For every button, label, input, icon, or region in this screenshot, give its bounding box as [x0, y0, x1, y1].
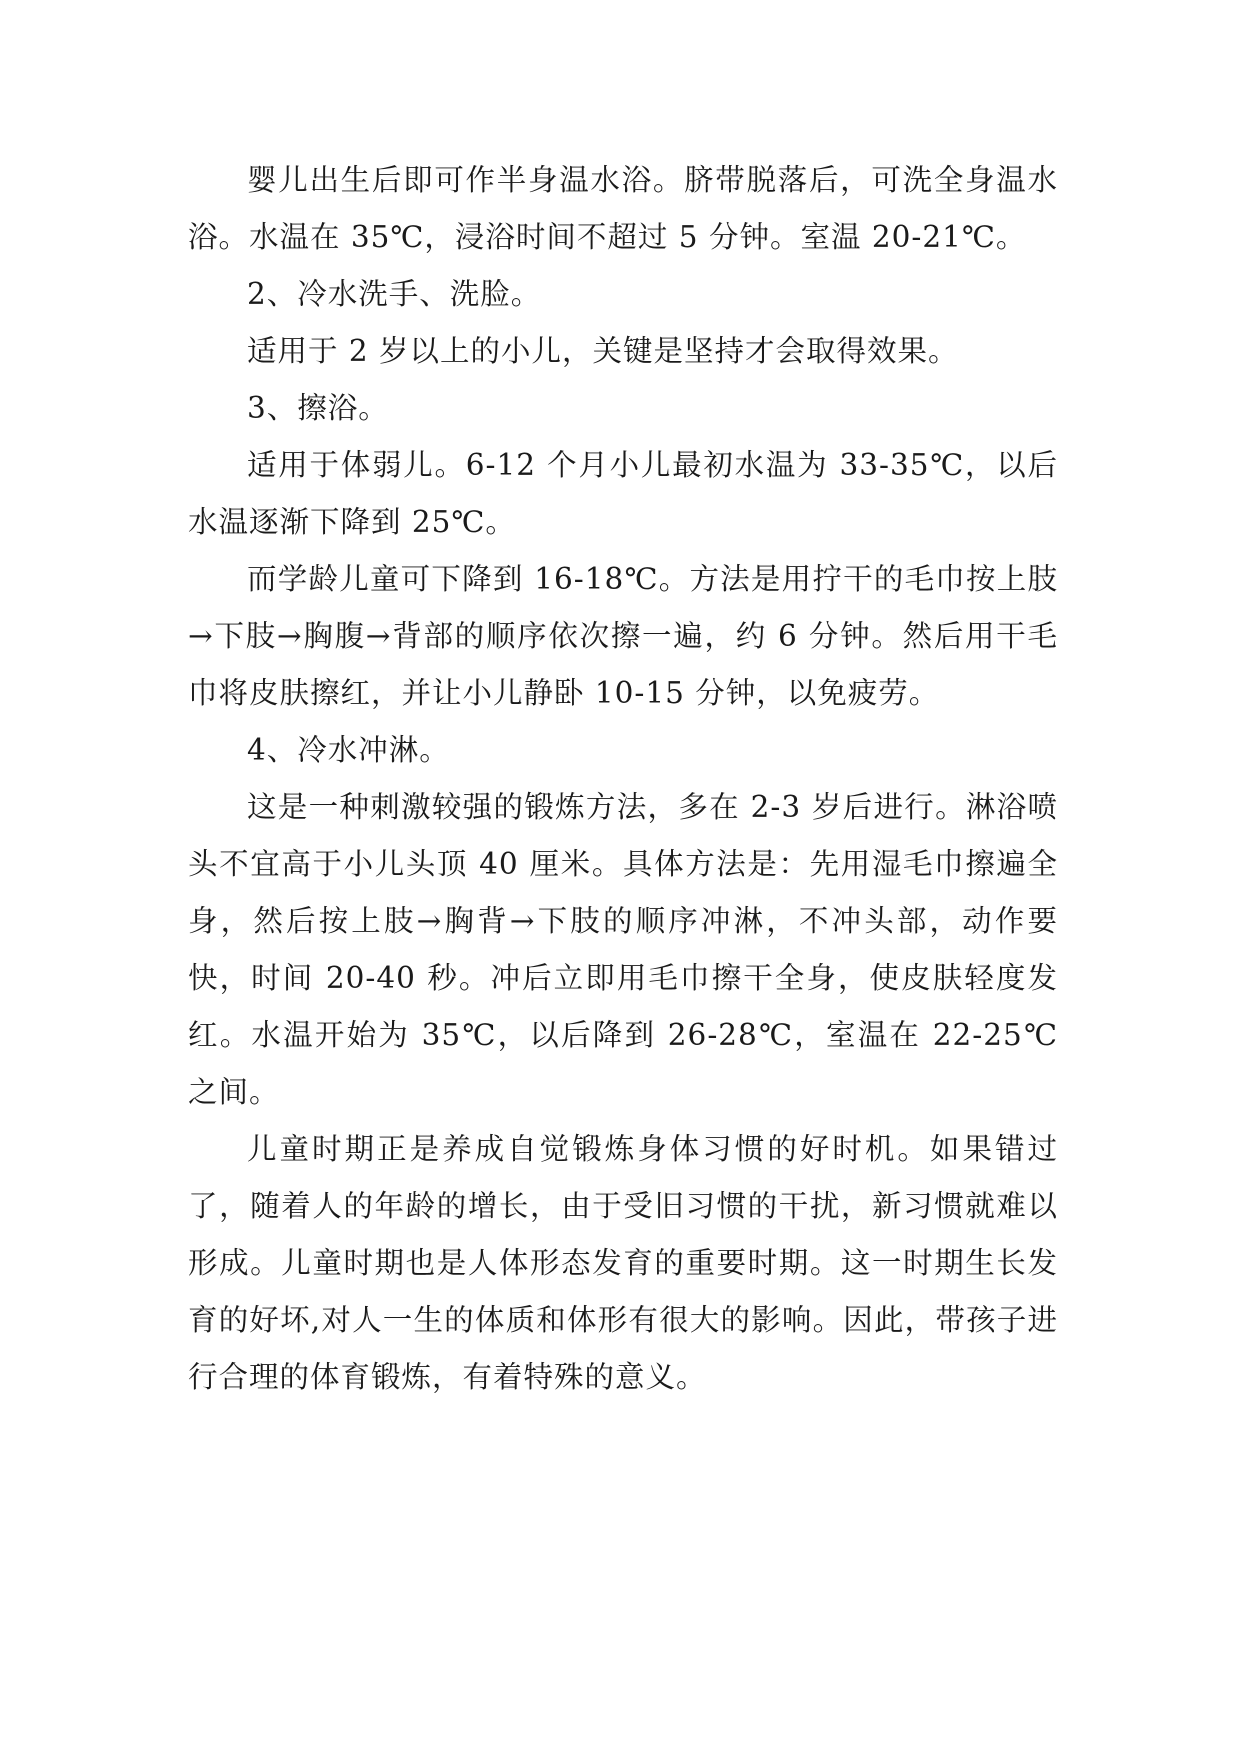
- paragraph-conclusion: 儿童时期正是养成自觉锻炼身体习惯的好时机。如果错过了，随着人的年龄的增长，由于受旧习惯的干扰，新习惯就难以形成。儿童时期也是人体形态发育的重要时期。这一时期生长发育的好坏,对人一生的体质和体形有很大的影响。因此，带孩子进行合理的体育锻炼，有着特殊的意义。: [188, 1132, 1058, 1394]
- document-body: [188, 152, 1058, 1406]
- paragraph-cold-wash: 适用于 2 岁以上的小儿，关键是坚持才会取得效果。: [247, 334, 959, 368]
- paragraph-cold-shower: 这是一种刺激较强的锻炼方法，多在 2-3 岁后进行。淋浴喷头不宜高于小儿头顶 40 厘米。具体方法是：先用湿毛巾擦遍全身，然后按上肢→胸背→下肢的顺序冲淋，不冲头部，动作要快，时间 20-40 秒。冲后立即用毛巾擦干全身，使皮肤轻度发红。水温开始为 35℃，以后降到 26-28℃，室温在 22-25℃之间。: [188, 790, 1058, 1109]
- paragraph-warm-bath: 婴儿出生后即可作半身温水浴。脐带脱落后，可洗全身温水浴。水温在 35℃，浸浴时间不超过 5 分钟。室温 20-21℃。: [188, 163, 1058, 254]
- paragraph-sponge-bath: 适用于体弱儿。6-12 个月小儿最初水温为 33-35℃，以后水温逐渐下降到 25℃。: [188, 448, 1058, 539]
- paragraph-sponge-method: 而学龄儿童可下降到 16-18℃。方法是用拧干的毛巾按上肢→下肢→胸腹→背部的顺序依次擦一遍，约 6 分钟。然后用干毛巾将皮肤擦红，并让小儿静卧 10-15 分钟，以免疲劳。: [188, 562, 1058, 710]
- heading-cold-wash: 2、冷水洗手、洗脸。: [247, 277, 542, 311]
- heading-sponge-bath: 3、擦浴。: [247, 391, 389, 425]
- heading-cold-shower: 4、冷水冲淋。: [247, 733, 450, 767]
